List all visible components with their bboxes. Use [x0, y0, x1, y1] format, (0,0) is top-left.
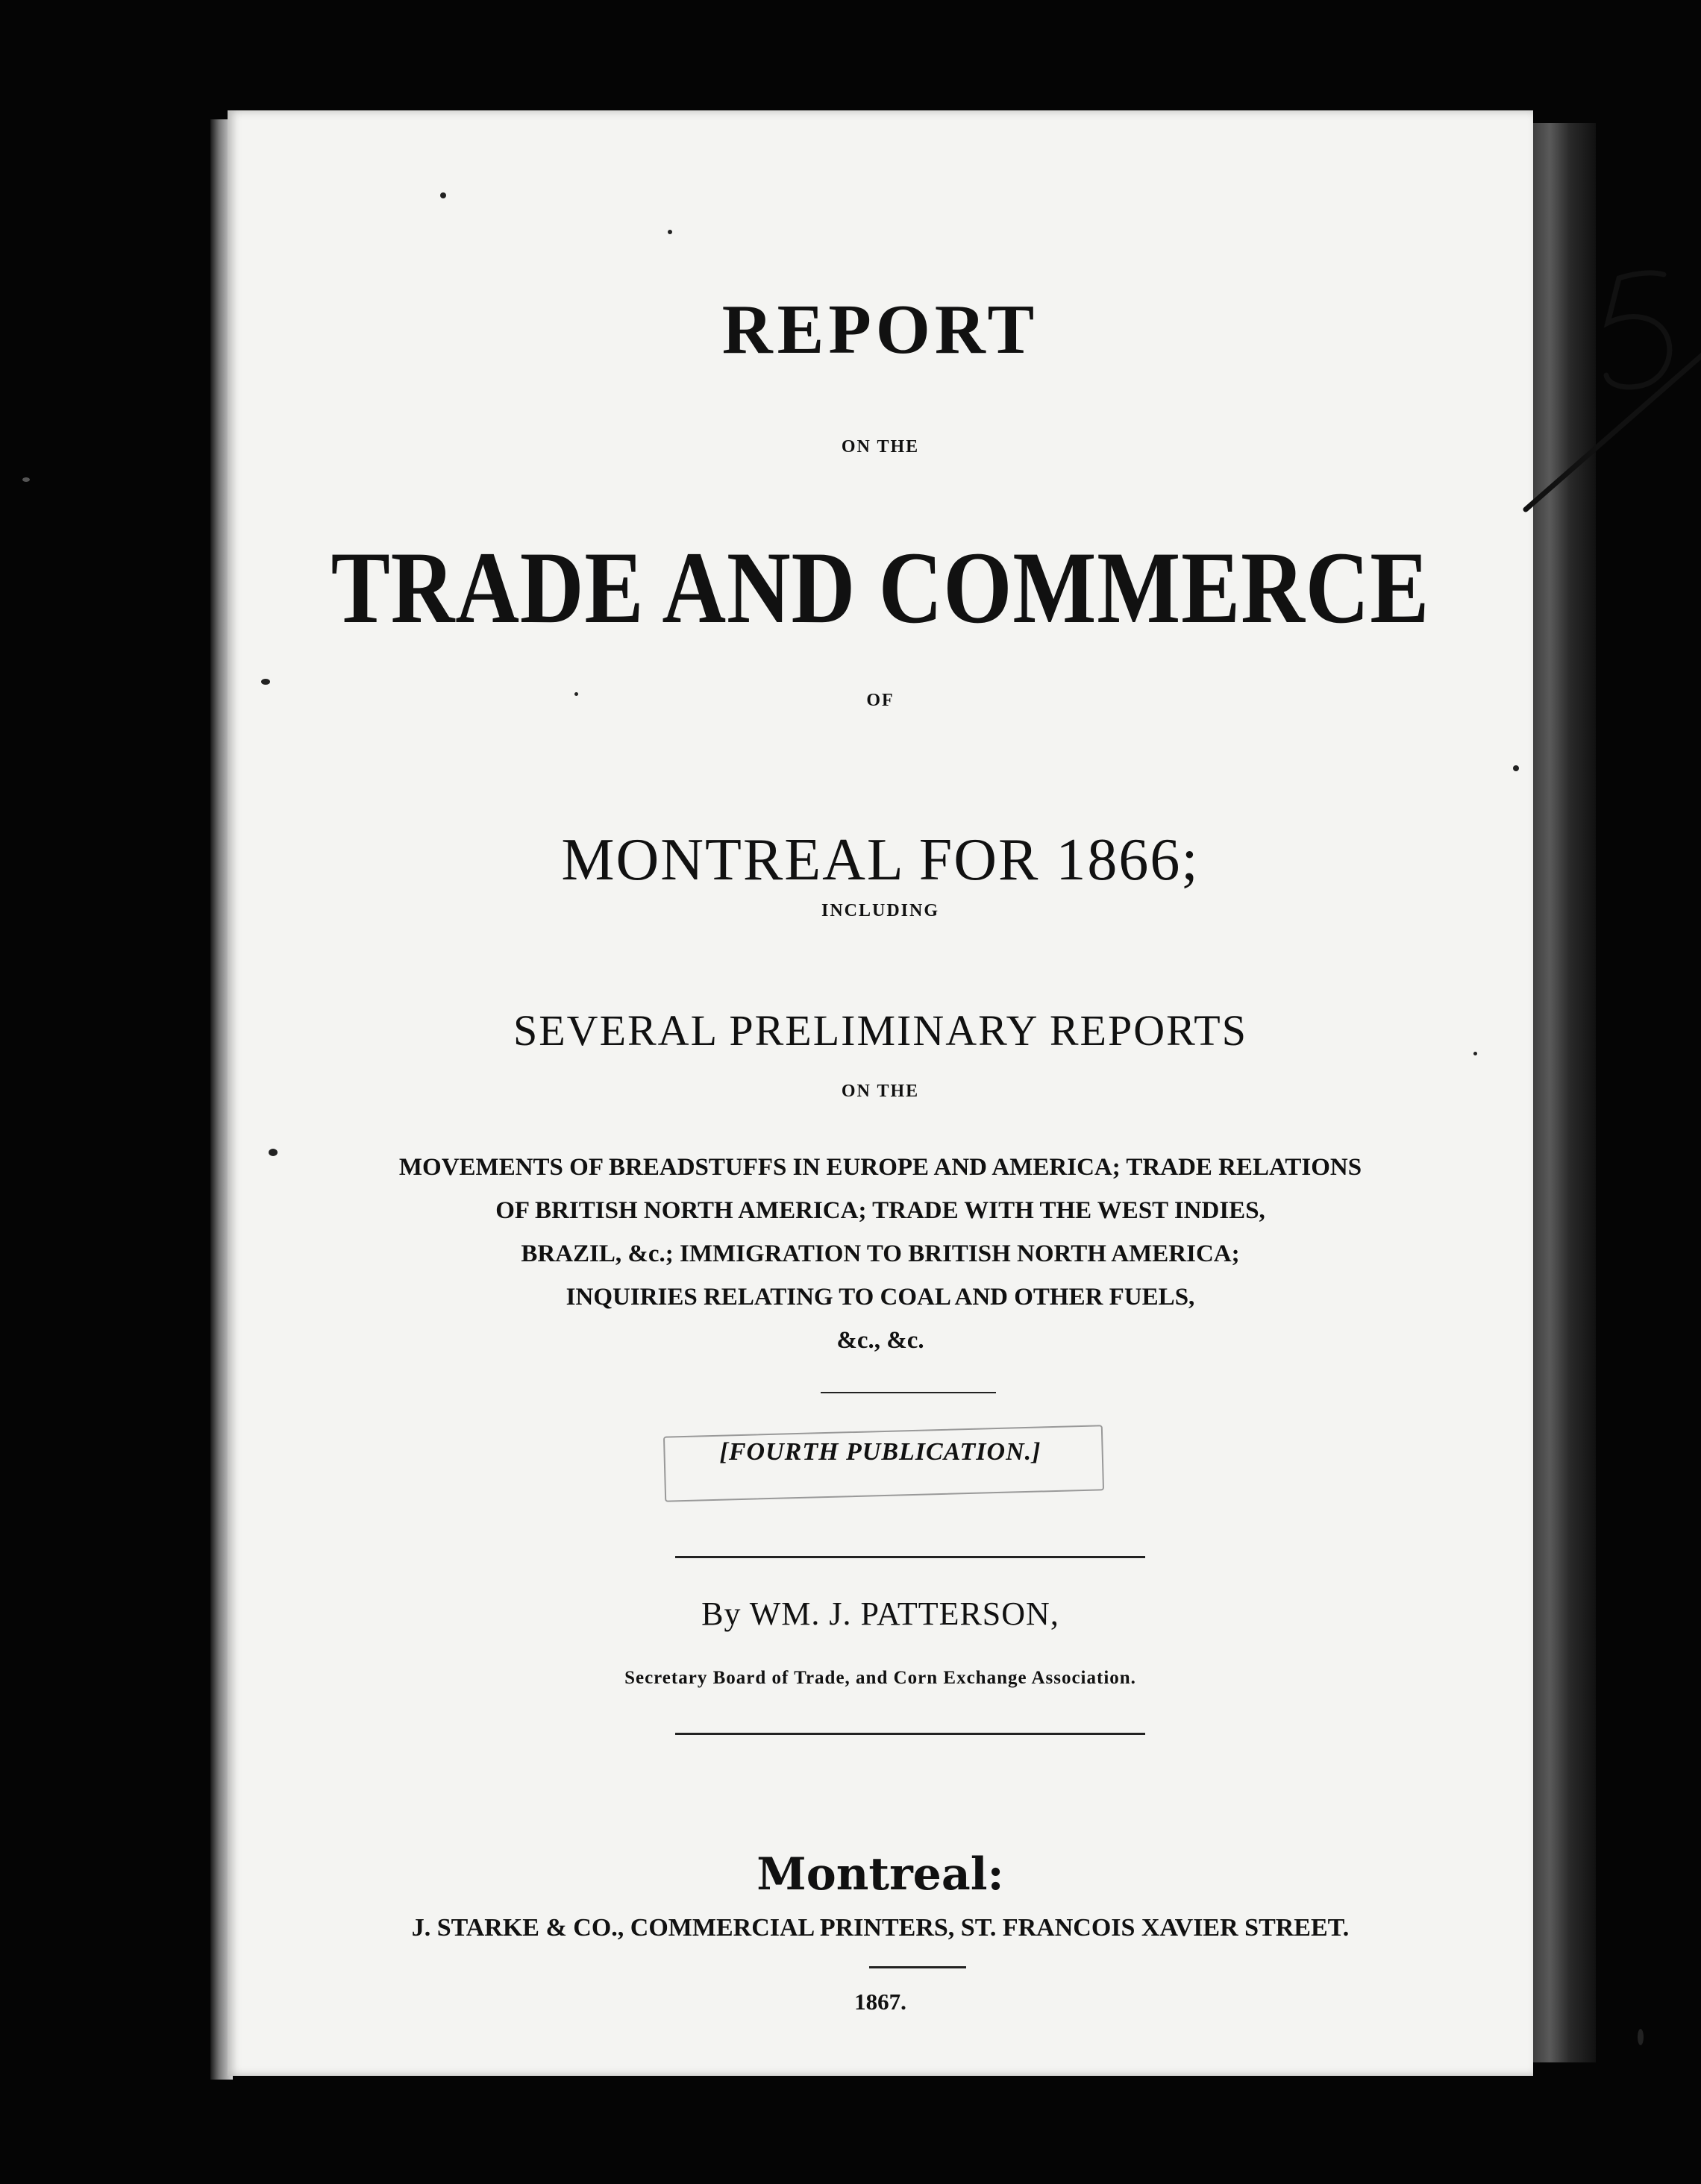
- author-title: Secretary Board of Trade, and Corn Exchange Association.: [624, 1668, 1136, 1688]
- topic-line: INQUIRIES RELATING TO COAL AND OTHER FUELS,: [566, 1284, 1195, 1311]
- speck: [1513, 765, 1519, 771]
- speck: [668, 230, 672, 234]
- speck: [269, 1149, 278, 1156]
- speck: [574, 692, 578, 696]
- topic-line: &c., &c.: [836, 1327, 924, 1354]
- speck: [22, 477, 30, 482]
- divider-rule: [675, 1556, 1145, 1558]
- topics-block: [228, 1146, 1533, 1362]
- speck: [1638, 2029, 1644, 2045]
- handwritten-number-mark: [1481, 230, 1701, 558]
- title-page: [228, 110, 1533, 2076]
- topic-line: MOVEMENTS OF BREADSTUFFS IN EUROPE AND AMERICA; TRADE RELATIONS: [398, 1154, 1362, 1181]
- divider-rule: [869, 1966, 966, 1968]
- on-the-label-2: ON THE: [841, 1082, 920, 1101]
- of-label: OF: [866, 691, 895, 710]
- place-year-heading: MONTREAL FOR 1866;: [561, 827, 1200, 893]
- including-label: INCLUDING: [821, 901, 939, 920]
- speck: [440, 192, 446, 198]
- publication-label: [FOURTH PUBLICATION.]: [719, 1438, 1041, 1466]
- divider-rule: [675, 1733, 1145, 1735]
- topic-line: BRAZIL, &c.; IMMIGRATION TO BRITISH NORTH AMERICA;: [521, 1240, 1240, 1267]
- speck: [1473, 1052, 1477, 1055]
- printers-line: J. STARKE & CO., COMMERCIAL PRINTERS, ST. FRANCOIS XAVIER STREET.: [411, 1914, 1350, 1942]
- subject-heading: TRADE AND COMMERCE: [331, 530, 1430, 644]
- divider-rule: [821, 1392, 996, 1393]
- author-line: By WM. J. PATTERSON,: [701, 1595, 1059, 1632]
- several-reports-heading: SEVERAL PRELIMINARY REPORTS: [513, 1006, 1247, 1055]
- speck: [261, 679, 270, 685]
- publication-year: 1867.: [854, 1989, 906, 2015]
- imprint-city: Montreal:: [756, 1848, 1004, 1901]
- on-the-label: ON THE: [841, 437, 920, 456]
- report-heading: REPORT: [721, 291, 1039, 368]
- topic-line: OF BRITISH NORTH AMERICA; TRADE WITH THE WEST INDIES,: [495, 1197, 1265, 1224]
